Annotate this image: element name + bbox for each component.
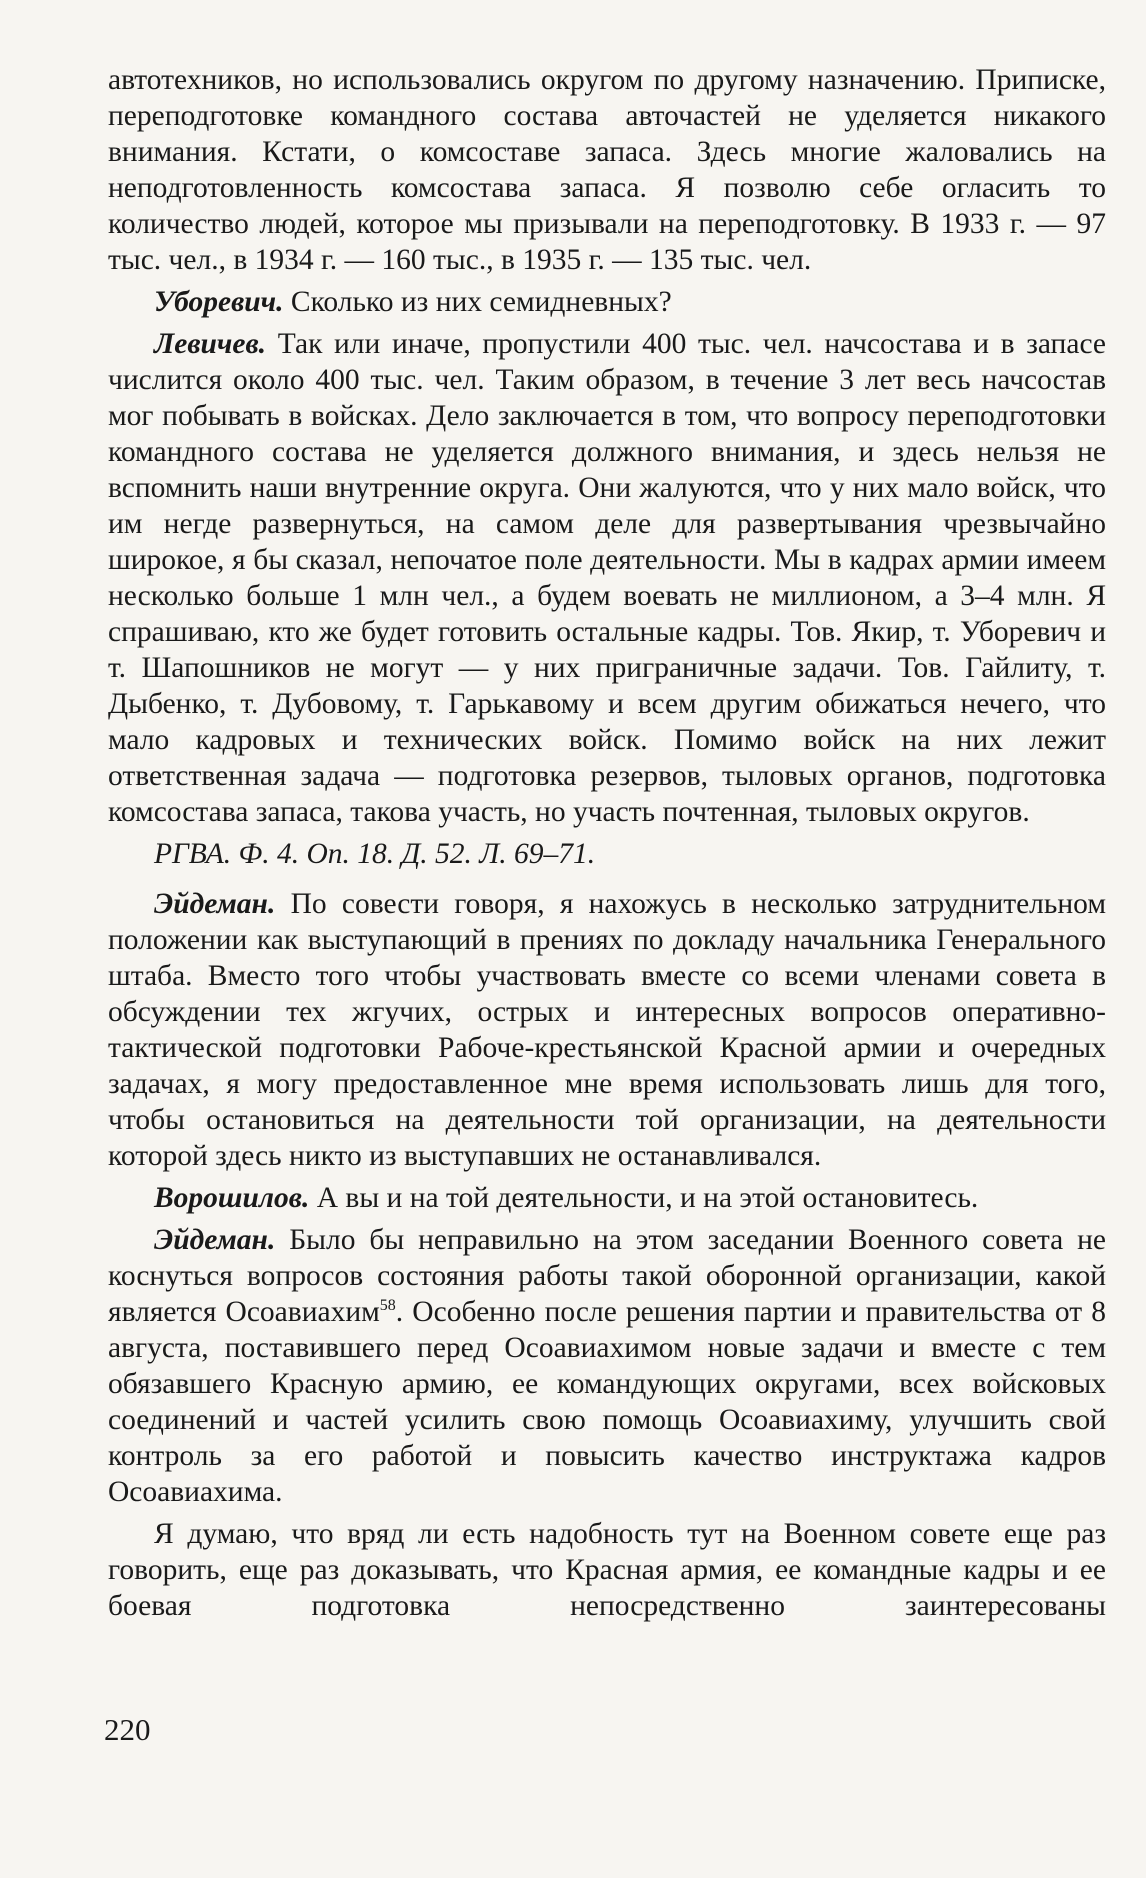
page-number: 220 (104, 1712, 151, 1747)
paragraph-text: Так или иначе, пропустили 400 тыс. чел. начсостава и в запасе числится около 400 тыс. чел. Таким образом, в течение 3 лет весь начсостав мог побывать в войсках. Дело заключается в том, что вопросу переподготовки командного состава не уделяется должного внимания, и здесь нельзя не вспомнить наши внутренние округа. Они жалуются, что у них мало войск, что им негде развернуться, на самом деле для развертывания чрезвычайно широкое, я бы сказал, непочатое поле деятельности. Мы в кадрах армии имеем несколько больше 1 млн чел., а будем воевать не миллионом, а 3–4 млн. Я спрашиваю, кто же будет готовить остальные кадры. Тов. Якир, т. Уборевич и т. Шапошников не могут — у них приграничные задачи. Тов. Гайлиту, т. Дыбенко, т. Дубовому, т. Гарькавому и всем другим обижаться нечего, что мало кадровых и технических войск. Помимо войск на них лежит ответственная задача — подготовка резервов, тыловых органов, подготовка комсостава запаса, такова участь, но участь почтенная, тыловых округов. (108, 328, 1106, 828)
paragraph-text: автотехников, но использовались округом по другому назначению. Приписке, переподготовке командного состава авточастей не уделяется никакого внимания. Кстати, о комсоставе запаса. Здесь многие жаловались на неподготовленность комсостава запаса. Я позволю себе огласить то количество людей, которое мы призывали на переподготовку. В 1933 г. — 97 тыс. чел., в 1934 г. — 160 тыс., в 1935 г. — 135 тыс. чел. (108, 64, 1106, 276)
speaker-name: Эйдеман. (154, 1224, 276, 1256)
speaker-name: Эйдеман. (154, 888, 276, 920)
paragraph-text: Сколько из них семидневных? (283, 286, 672, 318)
paragraph-eideman-1 (108, 886, 1106, 1174)
paragraph-voroshilov (108, 1180, 1106, 1216)
paragraph-levichev (108, 326, 1106, 830)
page-body (108, 62, 1106, 1624)
footnote-marker: 58 (379, 1297, 396, 1315)
archive-source-reference: РГВА. Ф. 4. Оп. 18. Д. 52. Л. 69–71. (154, 838, 596, 870)
paragraph-continuation (108, 62, 1106, 278)
speaker-name: Уборевич. (154, 286, 284, 318)
paragraph-text: Я думаю, что вряд ли есть надобность тут на Военном совете еще раз говорить, еще раз доказывать, что Красная армия, ее командные кадры и ее боевая подготовка непосредственно заинтересованы (108, 1518, 1106, 1622)
paragraph-text: Было бы неправильно на этом заседании Военного совета не коснуться вопросов состояния работы такой оборонной организации, какой является Осоавиахим (108, 1224, 1106, 1328)
paragraph-eideman-3 (108, 1516, 1106, 1624)
paragraph-text: . Особенно после решения партии и правительства от 8 августа, поставившего перед Осоавиахимом новые задачи и вместе с тем обязавшего Красную армию, ее командующих округами, всех войсковых соединений и частей усилить свою помощь Осоавиахиму, улучшить свой контроль за его работой и повысить качество инструктажа кадров Осоавиахима. (108, 1296, 1106, 1508)
speaker-name: Ворошилов. (154, 1182, 310, 1214)
speaker-name: Левичев. (154, 328, 267, 360)
paragraph-text: А вы и на той деятельности, и на этой остановитесь. (309, 1182, 979, 1214)
paragraph-eideman-2 (108, 1222, 1106, 1510)
paragraph-uborevich (108, 284, 1106, 320)
paragraph-text: По совести говоря, я нахожусь в несколько затруднительном положении как выступающий в прениях по докладу начальника Генерального штаба. Вместо того чтобы участвовать вместе со всеми членами совета в обсуждении тех жгучих, острых и интересных вопросов оперативно-тактической подготовки Рабоче-крестьянской Красной армии и очередных задачах, я могу предоставленное мне время использовать лишь для того, чтобы остановиться на деятельности той организации, на деятельности которой здесь никто из выступавших не останавливался. (108, 888, 1106, 1172)
